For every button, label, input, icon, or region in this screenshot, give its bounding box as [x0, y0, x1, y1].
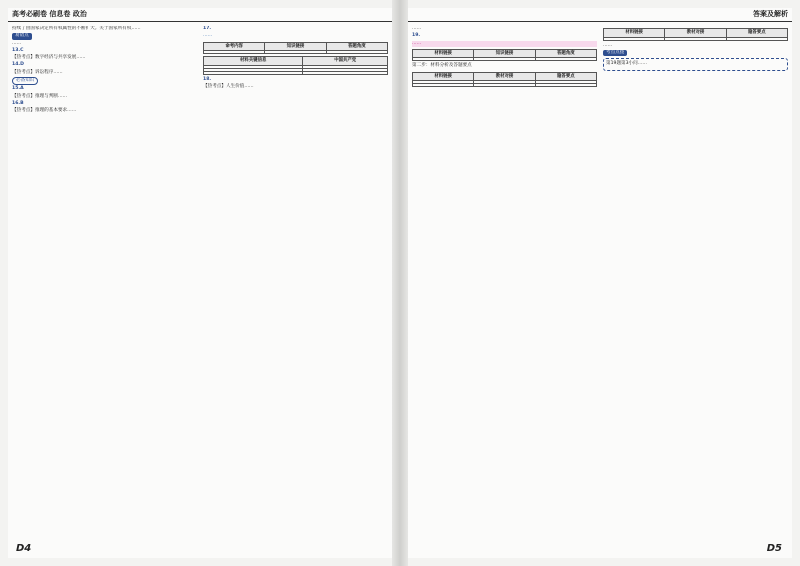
analysis-table	[203, 42, 388, 55]
tag-badge: 考点点拨	[603, 50, 627, 56]
right-page	[408, 8, 792, 558]
paragraph: 第19题第3小问……	[606, 61, 647, 67]
table-header: 中国共产党	[303, 57, 388, 66]
question-number: 13.C	[12, 47, 24, 53]
page-number: D4	[16, 543, 32, 554]
left-page	[8, 8, 392, 558]
paragraph: 【热考点】推理与判断……	[12, 93, 68, 99]
table-header: 答题角度	[535, 49, 596, 58]
question-number: 19.	[412, 33, 421, 39]
table-header: 材料链接	[604, 29, 665, 38]
left-col-1	[12, 26, 197, 538]
question-number: 18.	[203, 76, 212, 82]
paragraph: ……	[12, 40, 22, 46]
paragraph: ……	[412, 41, 597, 47]
table-header: 命考内容	[204, 42, 265, 51]
page-number: D5	[766, 543, 782, 554]
right-col-2	[603, 26, 788, 538]
table-header: 隐答要点	[535, 72, 596, 81]
analysis-table	[203, 56, 388, 75]
table-header: 知识链接	[265, 42, 326, 51]
right-header-title: 答案及解析	[753, 10, 788, 18]
table-header: 答题角度	[326, 42, 387, 51]
question-number: 17.	[203, 26, 212, 31]
table-header: 知识链接	[474, 49, 535, 58]
table-header: 材料关键信息	[204, 57, 303, 66]
left-col-2	[203, 26, 388, 538]
analysis-table	[603, 28, 788, 41]
paragraph: 【热考点】推理的基本要求……	[12, 108, 77, 114]
paragraph: ……	[603, 42, 613, 48]
tag-badge: 易错点	[12, 33, 32, 39]
paragraph: ……	[203, 33, 213, 39]
paragraph: 持续了由国家决定所有权属性的不断扩大。关于国家所有权……	[12, 26, 141, 31]
section-heading: 第二步：材料分析及答题要点	[412, 63, 472, 69]
question-number: 15.A	[12, 86, 24, 92]
table-header: 教材对接	[474, 72, 535, 81]
tag-badge: 必备知识	[12, 77, 38, 85]
right-col-1	[412, 26, 597, 538]
left-page-columns	[12, 26, 388, 538]
analysis-table	[412, 72, 597, 88]
book-gutter	[392, 0, 408, 566]
question-number: 16.B	[12, 100, 24, 106]
paragraph: 【热考点】数字经济与共享发展……	[12, 55, 86, 61]
paragraph: 【热考点】诉讼程序……	[12, 69, 63, 75]
question-number: 14.D	[12, 62, 24, 68]
left-page-header	[8, 8, 392, 22]
left-header-title: 高考必刷卷 信息卷 政治	[12, 10, 87, 18]
right-page-header	[408, 8, 792, 22]
table-header: 教材对接	[665, 29, 726, 38]
analysis-table	[412, 49, 597, 62]
right-page-columns	[412, 26, 788, 538]
paragraph: 【热考点】人生价值……	[203, 84, 254, 90]
note-box	[603, 58, 788, 71]
table-header: 材料链接	[413, 49, 474, 58]
paragraph: ……	[412, 26, 422, 31]
table-header: 材料链接	[413, 72, 474, 81]
table-header: 隐答要点	[726, 29, 787, 38]
